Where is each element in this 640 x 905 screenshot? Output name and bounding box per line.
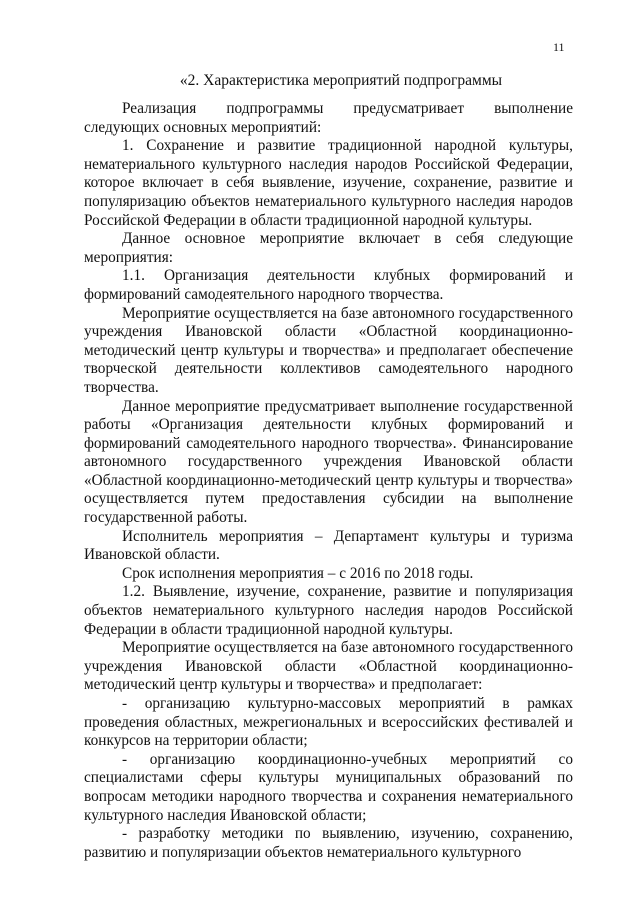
paragraph: 1.2. Выявление, изучение, сохранение, развитие и популяризация объектов нематериального культурного наследия народов Российской Федерации в области традиционной народной культуры. (84, 583, 573, 638)
paragraph: Данное основное мероприятие включает в себя следующие мероприятия: (84, 230, 573, 266)
paragraph: Исполнитель мероприятия – Департамент культуры и туризма Ивановской области. (84, 527, 573, 564)
paragraph: Мероприятие осуществляется на базе автономного государственного учреждения Ивановской области «Областной координационно-методический центр культуры и творчества» и предполагает: (84, 639, 573, 694)
paragraph: Мероприятие осуществляется на базе автономного государственного учреждения Ивановской области «Областной координационно-методический центр культуры и творчества» и предполагает обеспечение творческой деятельности коллективов самодеятельного народного творчества. (84, 304, 573, 396)
page-number: 11 (553, 40, 565, 54)
paragraph: Срок исполнения мероприятия – с 2016 по 2018 годы. (122, 564, 474, 582)
paragraph: Данное мероприятие предусматривает выполнение государственной работы «Организация деятельности клубных формирований и формирований самодеятельного народного творчества». Финансирование автономного государственного учреждения Ивановской области «Областной координационно-методический центр культуры и творчества» осуществляется путем предоставления субсидии на выполнение государственной работы. (84, 397, 573, 527)
list-item: - разработку методики по выявлению, изучению, сохранению, развитию и популяризации объектов нематериального культурного (84, 825, 573, 861)
paragraph: Реализация подпрограммы предусматривает выполнение следующих основных мероприятий: (84, 100, 573, 136)
section-heading: «2. Характеристика мероприятий подпрограммы (179, 72, 503, 89)
list-item: - организацию координационно-учебных мероприятий со специалистами сферы культуры муниципальных образований по вопросам методики народного творчества и сохранения нематериального культурного наследия Ивановской области; (84, 750, 573, 824)
paragraph: 1.1. Организация деятельности клубных формирований и формирований самодеятельного народного творчества. (84, 267, 573, 303)
document-body (84, 100, 573, 862)
paragraph: 1. Сохранение и развитие традиционной народной культуры, нематериального культурного наследия народов Российской Федерации, которое включает в себя выявление, изучение, сохранение, развитие и популяризацию объектов нематериального культурного наследия народов Российской Федерации в области традиционной народной культуры. (84, 137, 573, 229)
list-item: - организацию культурно-массовых мероприятий в рамках проведения областных, межрегиональных и всероссийских фестивалей и конкурсов на территории области; (84, 695, 573, 750)
